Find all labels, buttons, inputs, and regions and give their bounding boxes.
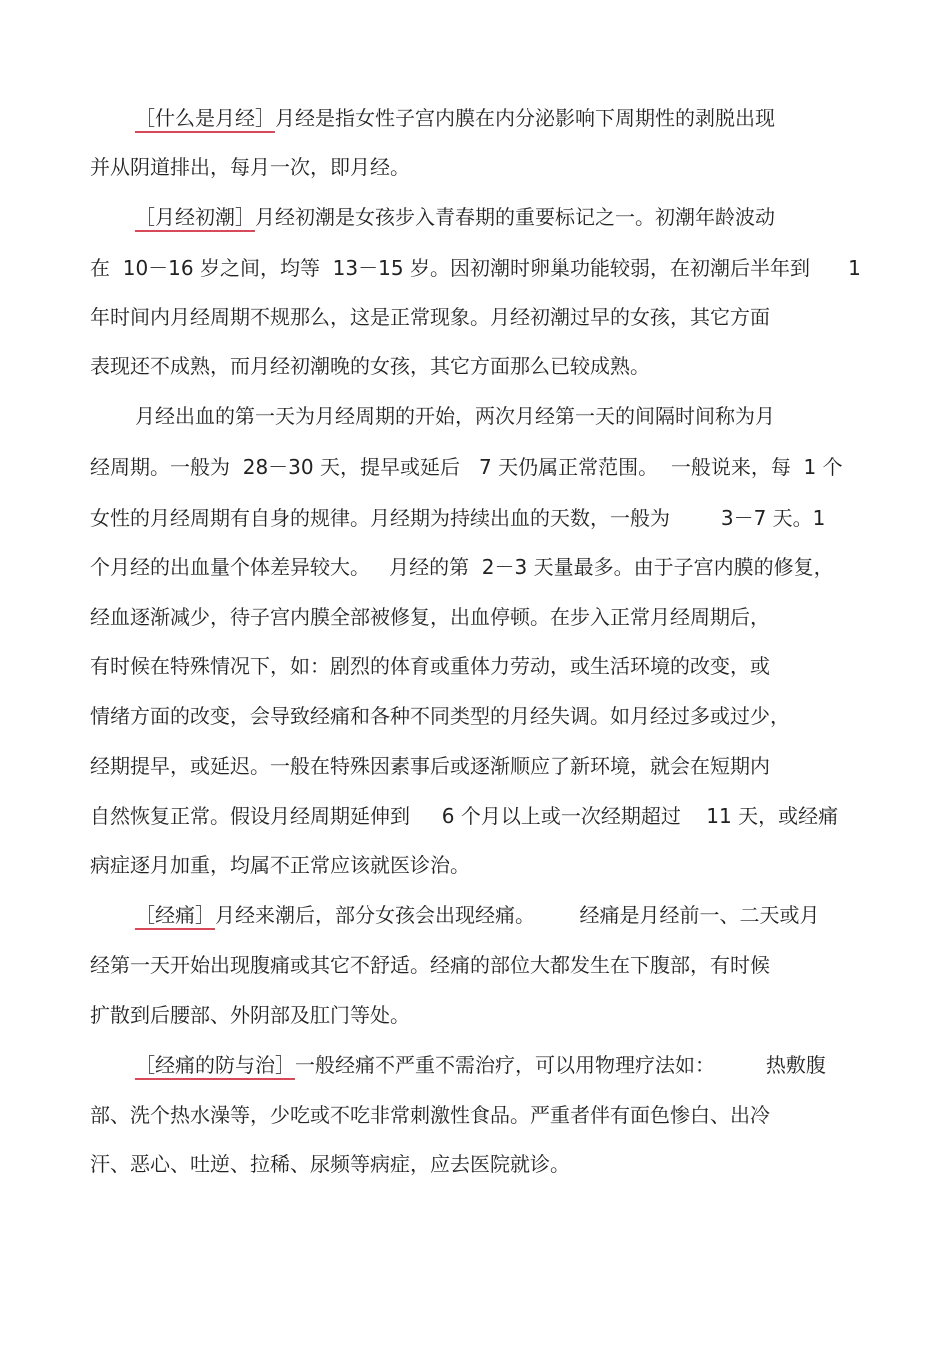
- paragraph-text: 月经初潮是女孩步入青春期的重要标记之一。初潮年龄波动: [255, 205, 775, 229]
- paragraph-line: [135, 1053, 826, 1077]
- paragraph-line: 情绪方面的改变，会导致经痛和各种不同类型的月经失调。如月经过多或过少，: [90, 704, 790, 728]
- paragraph-line: 部、洗个热水澡等，少吃或不吃非常刺激性食品。严重者伴有面色惨白、出冷: [90, 1103, 770, 1127]
- section-term: ［经痛的防与治］: [135, 1053, 295, 1077]
- paragraph-line: 女性的月经周期有自身的规律。月经期为持续出血的天数，一般为 3－7 天。1: [90, 506, 826, 530]
- paragraph-text: 一般经痛不严重不需治疗，可以用物理疗法如： 热敷腹: [295, 1053, 826, 1077]
- paragraph-line: [135, 106, 775, 130]
- paragraph-line: 经第一天开始出现腹痛或其它不舒适。经痛的部位大都发生在下腹部，有时候: [90, 953, 770, 977]
- paragraph-line: 年时间内月经周期不规那么，这是正常现象。月经初潮过早的女孩，其它方面: [90, 305, 770, 329]
- paragraph-text: 月经是指女性子宫内膜在内分泌影响下周期性的剥脱出现: [275, 106, 775, 130]
- paragraph-line: 病症逐月加重，均属不正常应该就医诊治。: [90, 853, 470, 877]
- paragraph-line: 并从阴道排出，每月一次，即月经。: [90, 155, 410, 179]
- paragraph-line: 经期提早，或延迟。一般在特殊因素事后或逐渐顺应了新环境，就会在短期内: [90, 754, 770, 778]
- paragraph-line: 汗、恶心、吐逆、拉稀、尿频等病症，应去医院就诊。: [90, 1152, 570, 1176]
- paragraph-line: 经血逐渐减少，待子宫内膜全部被修复，出血停顿。在步入正常月经周期后，: [90, 605, 770, 629]
- paragraph-line: 月经出血的第一天为月经周期的开始，两次月经第一天的间隔时间称为月: [135, 404, 775, 428]
- paragraph-line: [135, 903, 820, 927]
- paragraph-line: 个月经的出血量个体差异较大。 月经的第 2－3 天量最多。由于子宫内膜的修复，: [90, 555, 834, 579]
- paragraph-line: 扩散到后腰部、外阴部及肛门等处。: [90, 1003, 410, 1027]
- section-term: ［月经初潮］: [135, 205, 255, 229]
- paragraph-line: 自然恢复正常。假设月经周期延伸到 6 个月以上或一次经期超过 11 天，或经痛: [90, 804, 839, 828]
- paragraph-line: 有时候在特殊情况下，如：剧烈的体育或重体力劳动，或生活环境的改变，或: [90, 654, 770, 678]
- section-term: ［什么是月经］: [135, 106, 275, 130]
- paragraph-text: 月经来潮后，部分女孩会出现经痛。 经痛是月经前一、二天或月: [215, 903, 820, 927]
- section-term: ［经痛］: [135, 903, 215, 927]
- paragraph-line: 表现还不成熟，而月经初潮晚的女孩，其它方面那么已较成熟。: [90, 354, 650, 378]
- paragraph-line: [135, 205, 775, 229]
- paragraph-line: 经周期。一般为 28－30 天，提早或延后 7 天仍属正常范围。 一般说来，每 1 个: [90, 455, 843, 479]
- paragraph-line: 在 10－16 岁之间，均等 13－15 岁。因初潮时卵巢功能较弱，在初潮后半年到 1: [90, 256, 861, 280]
